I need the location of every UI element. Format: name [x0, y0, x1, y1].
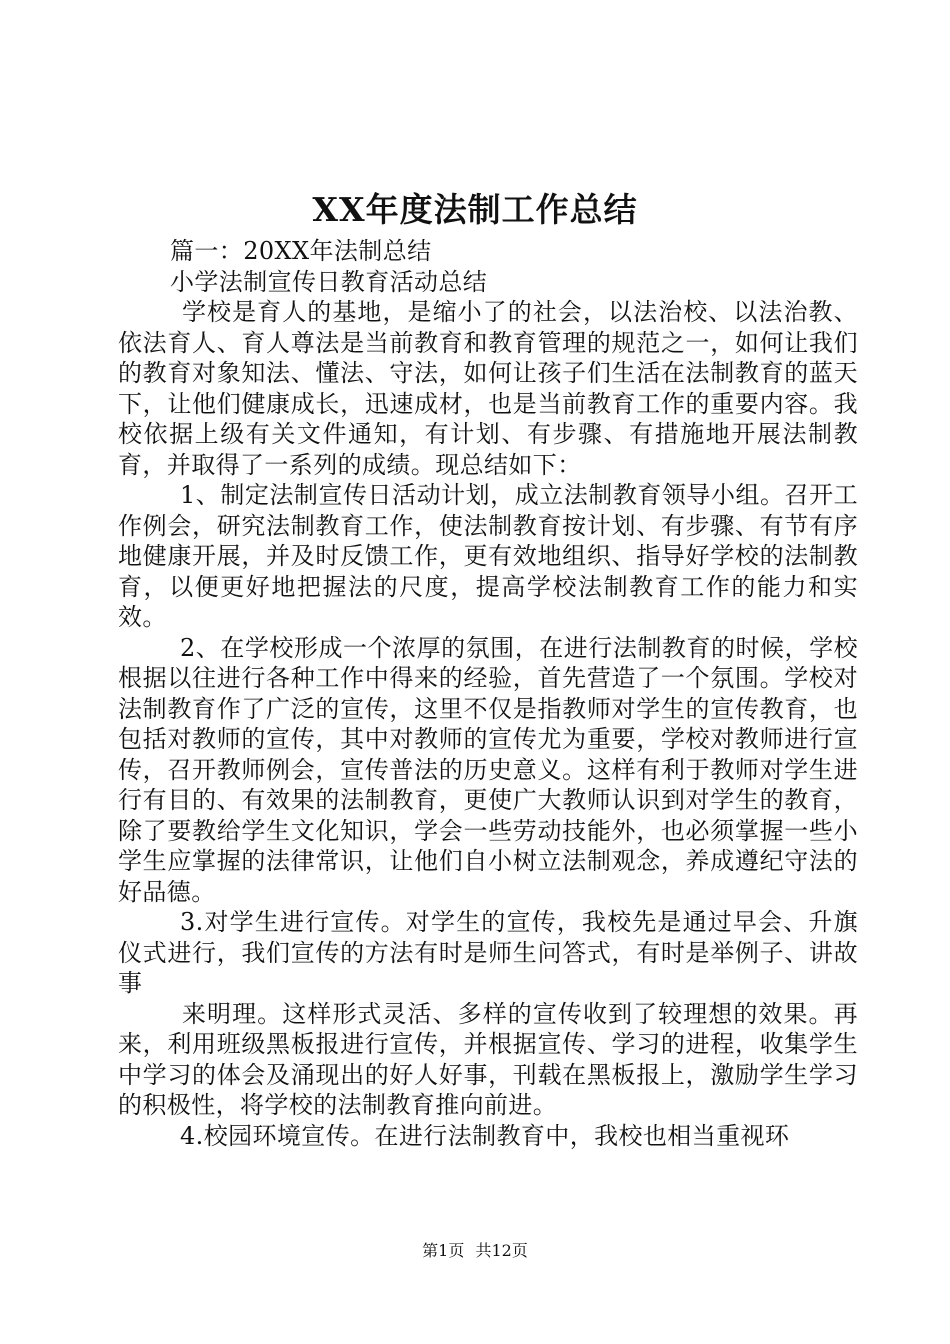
- paragraph-item-2: 2、在学校形成一个浓厚的氛围，在进行法制教育的时候，学校根据以往进行各种工作中得来的经验，首先营造了一个氛围。学校对法制教育作了广泛的宣传，这里不仅是指教师对学生的宣传教育，也包括对教师的宣传，其中对教师的宣传尤为重要，学校对教师进行宣传，召开教师例会，宣传普法的历史意义。这样有利于教师对学生进行有目的、有效果的法制教育，更使广大教师认识到对学生的教育，除了要教给学生文化知识，学会一些劳动技能外，也必须掌握一些小学生应掌握的法律常识，让他们自小树立法制观念，养成遵纪守法的好品德。: [118, 633, 858, 906]
- paragraph-item-4: 4.校园环境宣传。在进行法制教育中，我校也相当重视环: [180, 1121, 790, 1150]
- document-title: XX年度法制工作总结: [312, 190, 638, 229]
- page-total: 共12页: [475, 1241, 528, 1260]
- section-heading: 篇一：20XX年法制总结: [170, 237, 432, 265]
- paragraph-intro: 学校是育人的基地，是缩小了的社会，以法治校、以法治教、依法育人、育人尊法是当前教育和教育管理的规范之一，如何让我们的教育对象知法、懂法、守法，如何让孩子们生活在法制教育的蓝天下，让他们健康成长，迅速成材，也是当前教育工作的重要内容。我校依据上级有关文件通知，有计划、有步骤、有措施地开展法制教育，并取得了一系列的成绩。现总结如下：: [118, 298, 858, 479]
- subsection-heading: 小学法制宣传日教育活动总结: [170, 267, 488, 296]
- page-footer: [0, 1240, 950, 1262]
- paragraph-item-3-continued: 来明理。这样形式灵活、多样的宣传收到了较理想的效果。再来，利用班级黑板报进行宣传，并根据宣传、学习的进程，收集学生中学习的体会及涌现出的好人好事，刊载在黑板报上，激励学生学习的积极性，将学校的法制教育推向前进。: [118, 999, 858, 1119]
- paragraph-item-3: 3.对学生进行宣传。对学生的宣传，我校先是通过早会、升旗仪式进行，我们宣传的方法有时是师生问答式，有时是举例子、讲故事: [118, 908, 858, 997]
- document-body: [118, 236, 858, 1151]
- paragraph-item-1: 1、制定法制宣传日活动计划，成立法制教育领导小组。召开工作例会，研究法制教育工作，使法制教育按计划、有步骤、有节有序地健康开展，并及时反馈工作，更有效地组织、指导好学校的法制教育，以便更好地把握法的尺度，提高学校法制教育工作的能力和实效。: [118, 481, 858, 631]
- page-number: 第1页: [422, 1241, 465, 1260]
